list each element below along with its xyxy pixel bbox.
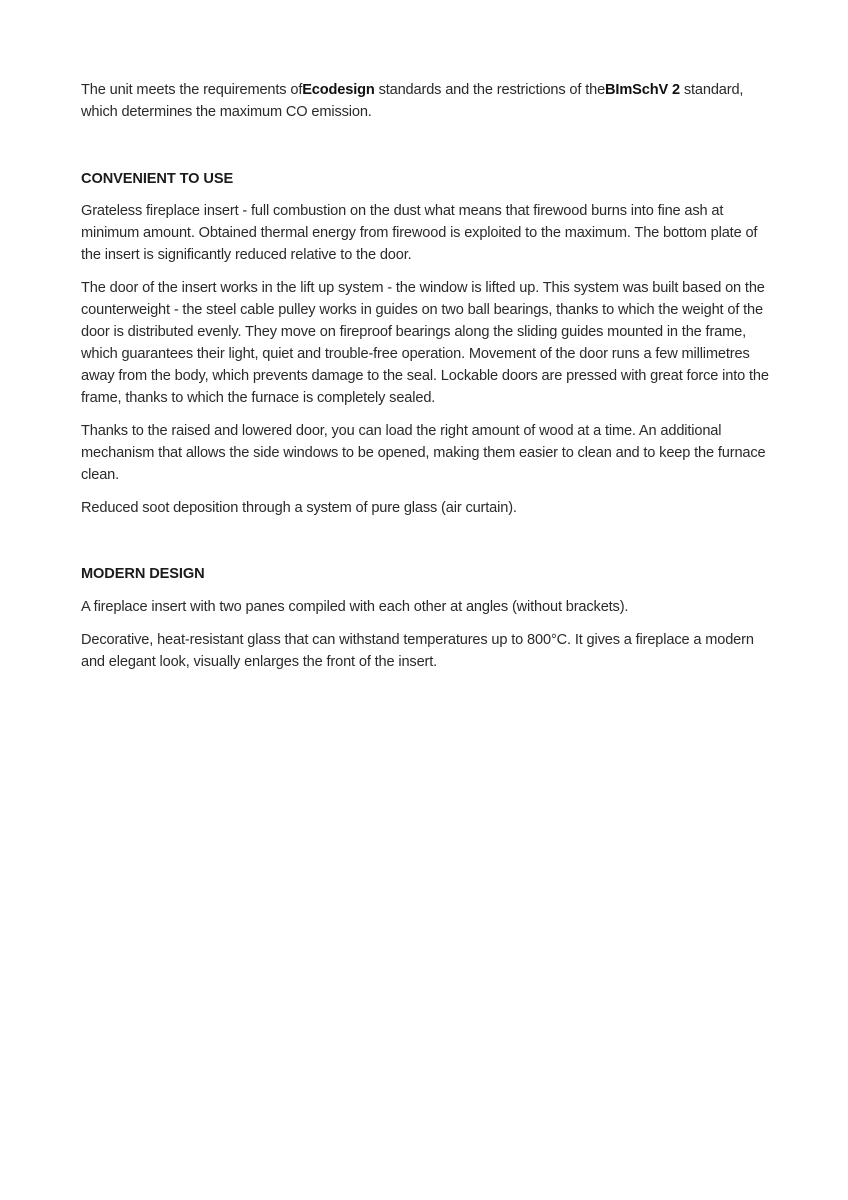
modern-paragraph-1: A fireplace insert with two panes compiled with each other at angles (without brackets). [81,599,629,615]
intro-paragraph [81,79,771,123]
convenient-paragraph-4: Reduced soot deposition through a system of pure glass (air curtain). [81,500,517,516]
intro-text-1: The unit meets the requirements of [81,82,303,98]
intro-ecodesign: Ecodesign [302,82,375,98]
section-heading-convenient: CONVENIENT TO USE [81,171,234,187]
document-page [81,79,771,673]
modern-paragraph-2: Decorative, heat-resistant glass that can withstand temperatures up to 800°C. It gives a fireplace a modern and elegant look, visually enlarges the front of the insert. [81,632,754,670]
convenient-paragraph-2: The door of the insert works in the lift up system - the window is lifted up. This system was built based on the counterweight - the steel cable pulley works in guides on two ball bearings, thanks to which the weight of the door is distributed evenly. They move on fireproof bearings along the sliding guides mounted in the frame, which guarantees their light, quiet and trouble-free operation. Movement of the door runs a few millimetres away from the body, which prevents damage to the seal. Lockable doors are pressed with great force into the frame, thanks to which the furnace is completely sealed. [81,280,769,406]
convenient-paragraph-3: Thanks to the raised and lowered door, you can load the right amount of wood at a time. An additional mechanism that allows the side windows to be opened, making them easier to clean and to keep the furnace clean. [81,423,766,483]
convenient-paragraph-1: Grateless fireplace insert - full combustion on the dust what means that firewood burns into fine ash at minimum amount. Obtained thermal energy from firewood is exploited to the maximum. The bottom plate of the insert is significantly reduced relative to the door. [81,203,758,263]
intro-text-3: standard, which determines the maximum CO emission. [81,82,744,120]
section-heading-modern: MODERN DESIGN [81,566,205,582]
intro-bimschv: BImSchV 2 [605,82,680,98]
intro-text-2: standards and the restrictions of the [374,82,606,98]
